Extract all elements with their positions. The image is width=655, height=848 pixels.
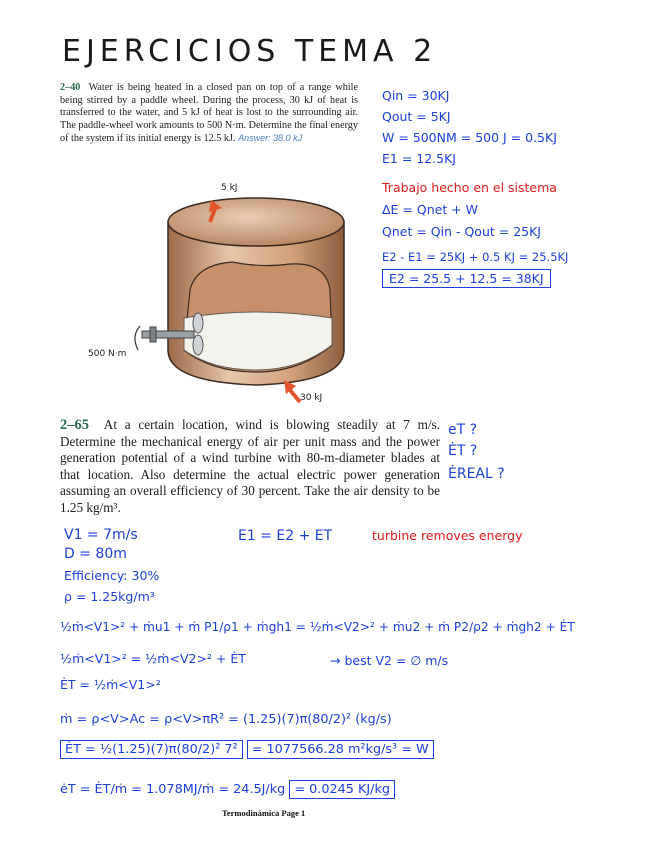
question-et-dot: ĖT ? xyxy=(448,443,478,459)
eq-et: ĖT = ½ṁ<V1>² xyxy=(60,677,161,692)
eq-et-result: = 1077566.28 m²kg/s³ = W xyxy=(247,740,434,759)
note-q-in: Qin = 30KJ xyxy=(382,88,450,103)
note-q-net: Qnet = Qin - Qout = 25KJ xyxy=(382,224,541,239)
note-best-case: → best V2 = ∅ m/s xyxy=(330,653,449,668)
pot-lid xyxy=(168,198,344,246)
note-rho: ρ = 1.25kg/m³ xyxy=(64,589,155,604)
shaft-collar xyxy=(150,327,156,342)
note-e1: E1 = 12.5KJ xyxy=(382,151,456,166)
eq-mdot: ṁ = ρ<V>Ac = ρ<V>πR² = (1.25)(7)π(80/2)² (kg/s) xyxy=(60,712,392,727)
heat-in-arrow xyxy=(290,390,300,402)
eq-reduced: ½ṁ<V1>² = ½ṁ<V2>² + ĖT xyxy=(60,651,246,666)
heat-out-label: 5 kJ xyxy=(221,183,238,193)
paddle-wheel xyxy=(193,313,203,333)
note-delta-e: ΔE = Qnet + W xyxy=(382,202,479,217)
eq-et-calc: ĖT = ½(1.25)(7)π(80/2)² 7² xyxy=(60,740,243,759)
note-v1: V1 = 7m/s xyxy=(64,527,138,543)
problem-statement: Water is being heated in a closed pan on top of a range while being stirred by a paddle wheel. During the process, 30 kJ of heat is transferred to the water, and 5 kJ of heat is lost to the surrounding air. The paddle-wheel work amounts to 500 N·m. Determine the final energy of the system if its initial energy is 12.5 kJ. xyxy=(60,82,358,145)
question-et: eT ? xyxy=(448,422,478,438)
problem-answer: Answer: 38.0 kJ xyxy=(238,133,303,144)
eq-full-balance: ½ṁ<V1>² + ṁu1 + ṁ P1/ρ1 + ṁgh1 = ½ṁ<V2>² + ṁu2 + ṁ P2/ρ2 + ṁgh2 + ĖT xyxy=(60,620,575,634)
note-energy-balance: E1 = E2 + ET xyxy=(238,528,333,544)
note-work: W = 500NM = 500 J = 0.5KJ xyxy=(382,130,557,145)
heat-in-label: 30 kJ xyxy=(300,393,323,403)
problem-statement: At a certain location, wind is blowing steadily at 7 m/s. Determine the mechanical energy of air per unit mass and the power generation potential of a wind turbine with 80-m-diameter blades at that location. Also determine the actual electric power generation assuming an overall efficiency of 30 percent. Take the air density to be 1.25 kg/m³. xyxy=(60,417,440,515)
problem-number: 2–40 xyxy=(60,82,81,93)
page-footer: Termodinámica Page 1 xyxy=(222,808,306,818)
note-turbine: turbine removes energy xyxy=(372,528,523,543)
eq-et-specific: ėT = ĖT/ṁ = 1.078MJ/ṁ = 24.5J/kg xyxy=(60,782,286,797)
question-ereal: ĖREAL ? xyxy=(448,466,505,482)
note-e2-result: E2 = 25.5 + 12.5 = 38KJ xyxy=(382,269,551,288)
work-label: 500 N·m xyxy=(88,349,127,359)
note-efficiency: Efficiency: 30% xyxy=(64,568,160,583)
eq-et-specific-result: = 0.0245 KJ/kg xyxy=(289,780,395,799)
note-e2-minus-e1: E2 - E1 = 25KJ + 0.5 KJ = 25.5KJ xyxy=(382,250,569,264)
note-q-out: Qout = 5KJ xyxy=(382,109,451,124)
work-arrow xyxy=(135,326,140,350)
problem-2-65-text xyxy=(60,417,440,517)
problem-number: 2–65 xyxy=(60,417,89,433)
page-title: EJERCICIOS TEMA 2 xyxy=(62,34,438,69)
note-work-done: Trabajo hecho en el sistema xyxy=(382,180,557,195)
note-d: D = 80m xyxy=(64,546,127,562)
